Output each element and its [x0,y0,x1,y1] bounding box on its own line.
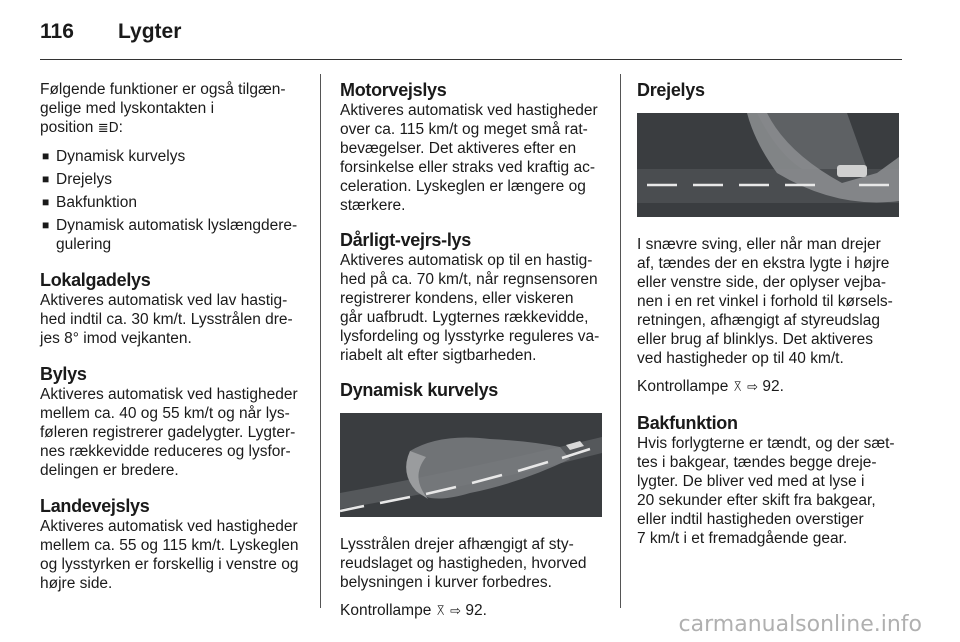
section-text: Lysstrålen drejer afhængigt af sty- reudslaget og hastigheden, hvorved belysningen i kurver forbedres. [340,536,587,591]
section-text: I snævre sving, eller når man drejer af, tændes der en ekstra lygte i højre eller venstre side, der oplyser vejba- nen i en ret vinkel i forhold til kørsels- retningen, afhængigt af styreudslag eller brug af blinklys. Det aktiveres ved hastigheder op til 40 km/t. [637,236,893,367]
section-text: Aktiveres automatisk ved hastigheder mellem ca. 55 og 115 km/t. Lyskeglen og lysstyrken er forskellig i venstre og højre side. [40,518,299,592]
section-text: Aktiveres automatisk op til en hastig- hed på ca. 70 km/t, når regnsensoren registrerer kondens, eller viskeren går uafbrudt. Lygternes rækkevidde, lysfordeling og lysstyrke reguleres va- riabelt alt efter sigtbarheden. [340,252,600,364]
column-divider [620,74,621,608]
page-number: 116 [40,20,74,43]
section-heading-drejelys: Drejelys [637,80,705,100]
section-heading-daarligt-vejrs-lys: Dårligt-vejrs-lys [340,230,471,250]
header-rule [40,59,902,60]
list-item: ■ Dynamisk kurvelys [42,148,186,165]
control-lamp-reference: Kontrollampe ꓃ ⇨ 92. [637,378,784,395]
section-text: Hvis forlygterne er tændt, og der sæt- tes i bakgear, tændes begge dreje- lygter. De bliver ved med at lyse i 20 sekunder efter skift fra bakgear, eller indtil hastigheden overstiger 7 km/t i et fremadgående gear. [637,435,895,547]
light-lamp-icon: ꓃ [435,604,446,619]
curve-light-illustration [340,413,602,517]
section-text: Aktiveres automatisk ved hastigheder over ca. 115 km/t og meget små rat- bevægelser. Det aktiveres efter en forsinkelse eller straks ved kraftig ac- celeration. Lyskeglen er længere og stærkere. [340,102,598,214]
section-heading-bylys: Bylys [40,364,87,384]
section-heading-landevejslys: Landevejslys [40,496,150,516]
cornering-light-illustration [637,113,899,217]
column-divider [320,74,321,608]
automatic-light-icon: ≣D [97,121,119,136]
section-text: Aktiveres automatisk ved hastigheder mellem ca. 40 og 55 km/t og når lys- føleren registrerer gadelygter. Lygter- nes rækkevidde reduceres og lysfor- delingen er bredere. [40,386,298,479]
section-heading-lokalgadelys: Lokalgadelys [40,270,151,290]
intro-paragraph: Følgende funktioner er også tilgæn- gelige med lyskontakten i position ≣D: [40,81,286,136]
page-reference-arrow-icon: ⇨ [747,380,759,395]
page-reference-arrow-icon: ⇨ [450,604,462,619]
page-title: Lygter [118,20,182,43]
light-lamp-icon: ꓃ [732,380,743,395]
section-heading-dynamisk-kurvelys: Dynamisk kurvelys [340,380,498,400]
column-1 [40,80,304,602]
section-heading-motorvejslys: Motorvejslys [340,80,447,100]
list-item: ■ Bakfunktion [42,194,137,211]
column-3 [637,80,903,557]
page-header [40,14,920,54]
section-heading-bakfunktion: Bakfunktion [637,413,738,433]
column-2 [340,80,605,630]
list-item: ■ Drejelys [42,171,112,188]
list-item: ■ Dynamisk automatisk lyslængdere- gulering [42,217,298,253]
control-lamp-reference: Kontrollampe ꓃ ⇨ 92. [340,602,487,619]
watermark: carmanualsonline.info [678,612,922,637]
section-text: Aktiveres automatisk ved lav hastig- hed indtil ca. 30 km/t. Lysstrålen dre- jes 8° imod vejkanten. [40,292,293,347]
feature-list [40,147,304,254]
